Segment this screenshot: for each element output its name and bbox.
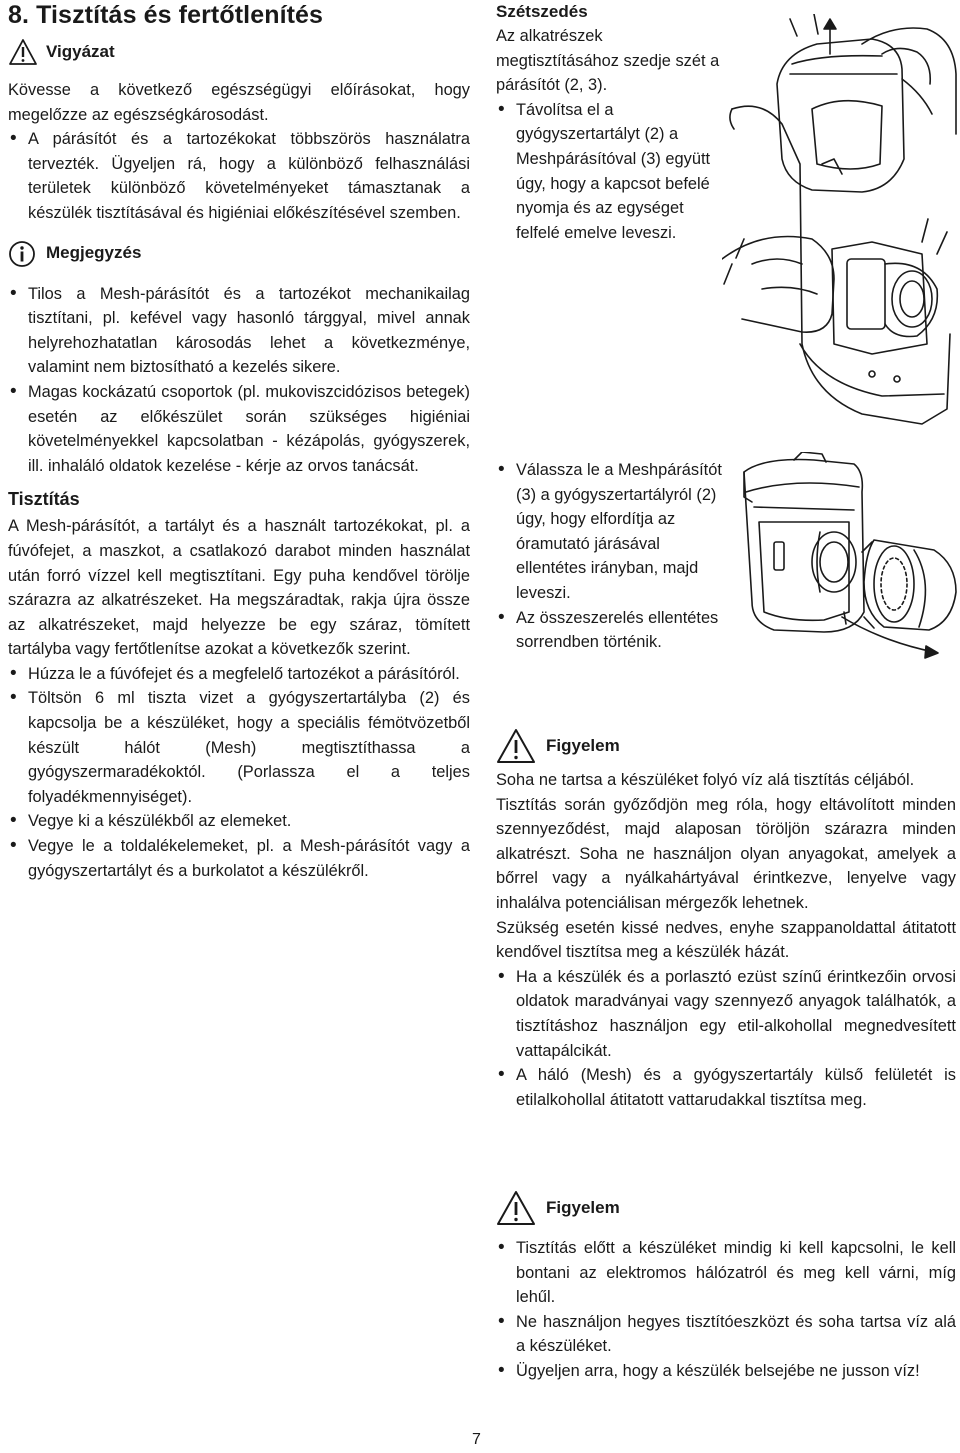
- list-item: • Az összeszerelés ellentétes sorrendben történik.: [496, 606, 726, 655]
- caution-2-block: [496, 728, 956, 1112]
- list-item: • Ha a készülék és a porlasztó ezüst színű érintkezőin orvosi oldatok maradványai vagy szennyező anyagok találhatók, a tisztításhoz használjon egy etil-alkohollal megnedvesített vattapálcikát.: [496, 965, 956, 1063]
- disassembly-illustration-2: [734, 452, 958, 662]
- disassembly-list: [496, 98, 726, 246]
- list-item: • A párásítót és a tartozékokat többszörös használatra tervezték. Ügyeljen rá, hogy a különböző felhasználási területek különböző követelményeket támasztanak a készülék tisztításával és higiéniai előkészítésével szemben.: [8, 127, 470, 225]
- cleaning-text: A Mesh-párásítót, a tartályt és a használt tartozékokat, pl. a fúvófejet, a maszkot, a csatlakozó darabot minden használat után forró vízzel kell megtisztítani. Egy puha kendővel törölje szárazra az alkatrészeket. Ha megszáradtak, rakja újra össze az alkatrészeket, majd helyezze be egy száraz, tömített tartályba vagy fertőtlenítse azokat a következők szerint.: [8, 517, 470, 659]
- caution-2-heading: [496, 728, 956, 764]
- disassembly-block-2: [496, 458, 726, 655]
- disassembly-heading: Szétszedés: [496, 2, 588, 21]
- cleaning-heading: Tisztítás: [8, 489, 80, 510]
- note-label: Megjegyzés: [46, 243, 142, 263]
- caution-3-list: [496, 1236, 956, 1384]
- caution-3-heading: [496, 1190, 956, 1226]
- caution-heading: [8, 38, 470, 66]
- disassembly-intro: Az alkatrészek megtisztításához szedje szét a párásítót (2, 3).: [496, 27, 720, 95]
- caution-label: Vigyázat: [46, 41, 115, 61]
- section-heading: 8. Tisztítás és fertőtlenítés: [8, 1, 324, 29]
- caution-2-label: Figyelem: [546, 735, 620, 755]
- caution-intro: Kövesse a következő egészségügyi előírásokat, hogy megelőzze az egészségkárosodást.: [8, 81, 470, 124]
- list-item: • Ne használjon hegyes tisztítóeszközt és soha tartsa víz alá a készüléket.: [496, 1310, 956, 1359]
- disassembly-list-2: [496, 458, 726, 655]
- list-item: • Tisztítás előtt a készüléket mindig ki kell kapcsolni, le kell bontani az elektromos hálózatról és meg kell várni, míg lehűl.: [496, 1236, 956, 1310]
- info-icon: [8, 240, 36, 268]
- list-item: • Magas kockázatú csoportok (pl. mukoviszcidózisos betegek) esetén az előkészület során szükséges higiéniai követelményekkel kapcsolatban - kézápolás, gyógyszerek, ill. inhaláló oldatok kezelése - kérje az orvos tanácsát.: [8, 380, 470, 478]
- caution-3-block: [496, 1190, 956, 1384]
- list-item: • Húzza le a fúvófejet és a megfelelő tartozékot a párásítóról.: [8, 662, 470, 687]
- disassembly-illustration-1: [722, 14, 958, 434]
- paragraph: Szükség esetén kissé nedves, enyhe szappanoldattal átitatott kendővel tisztítsa meg a készülék házát.: [496, 918, 956, 962]
- caution-2-list: [496, 965, 956, 1113]
- list-item: • Válassza le a Meshpárásítót (3) a gyógyszertartályról (2) úgy, hogy elfordítja az óramutató járásával ellentétes irányban, majd leveszi.: [496, 458, 726, 606]
- warning-triangle-icon: [496, 728, 536, 764]
- list-item: • Vegye ki a készülékből az elemeket.: [8, 809, 470, 834]
- list-item: • A háló (Mesh) és a gyógyszertartály külső felületét is etilalkohollal átitatott vattarudakkal tisztítsa meg.: [496, 1063, 956, 1112]
- page-number: 7: [472, 1431, 481, 1448]
- warning-triangle-icon: [496, 1190, 536, 1226]
- paragraph: Soha ne tartsa a készüléket folyó víz alá tisztítás céljából.: [496, 771, 915, 789]
- list-item: • Töltsön 6 ml tiszta vizet a gyógyszertartályba (2) és kapcsolja be a készüléket, hogy a speciális fémötvözetből készült hálót (Mesh) megtisztíthassa a gyógyszermaradékoktól. (Porlassza el a teljes folyadékmennyiséget).: [8, 686, 470, 809]
- disassembly-block: [496, 0, 726, 245]
- caution-3-label: Figyelem: [546, 1197, 620, 1217]
- warning-triangle-icon: [8, 38, 38, 66]
- left-column: [8, 0, 470, 883]
- cleaning-list: [8, 662, 470, 883]
- list-item: • Ügyeljen arra, hogy a készülék belsejébe ne jusson víz!: [496, 1359, 956, 1384]
- list-item: • Vegye le a toldalékelemeket, pl. a Mesh-párásítót vagy a gyógyszertartályt és a burkolatot a készülékről.: [8, 834, 470, 883]
- list-item: • Tilos a Mesh-párásítót és a tartozékot mechanikailag tisztítani, pl. kefével vagy hasonló tárggyal, mivel annak helyrehozhatatlan károsodás lehet a következménye, valamint nem biztosítható a kezelés sikere.: [8, 282, 470, 380]
- list-item: • Távolítsa el a gyógyszertartályt (2) a Meshpárásítóval (3) együtt úgy, hogy a kapcsot befelé nyomja és az egységet felfelé emelve leveszi.: [496, 98, 726, 246]
- note-list: [8, 282, 470, 479]
- note-heading: [8, 240, 470, 268]
- paragraph: Tisztítás során győződjön meg róla, hogy eltávolított minden szennyeződést, majd alaposan töröljön szárazra minden alkatrészt. Soha ne használjon olyan anyagokat, amelyek a bőrrel vagy a nyálkahártyával érintkezve, lenyelve vagy inhalálva potenciálisan mérgezők lehetnek.: [496, 795, 956, 912]
- caution-list: [8, 127, 470, 225]
